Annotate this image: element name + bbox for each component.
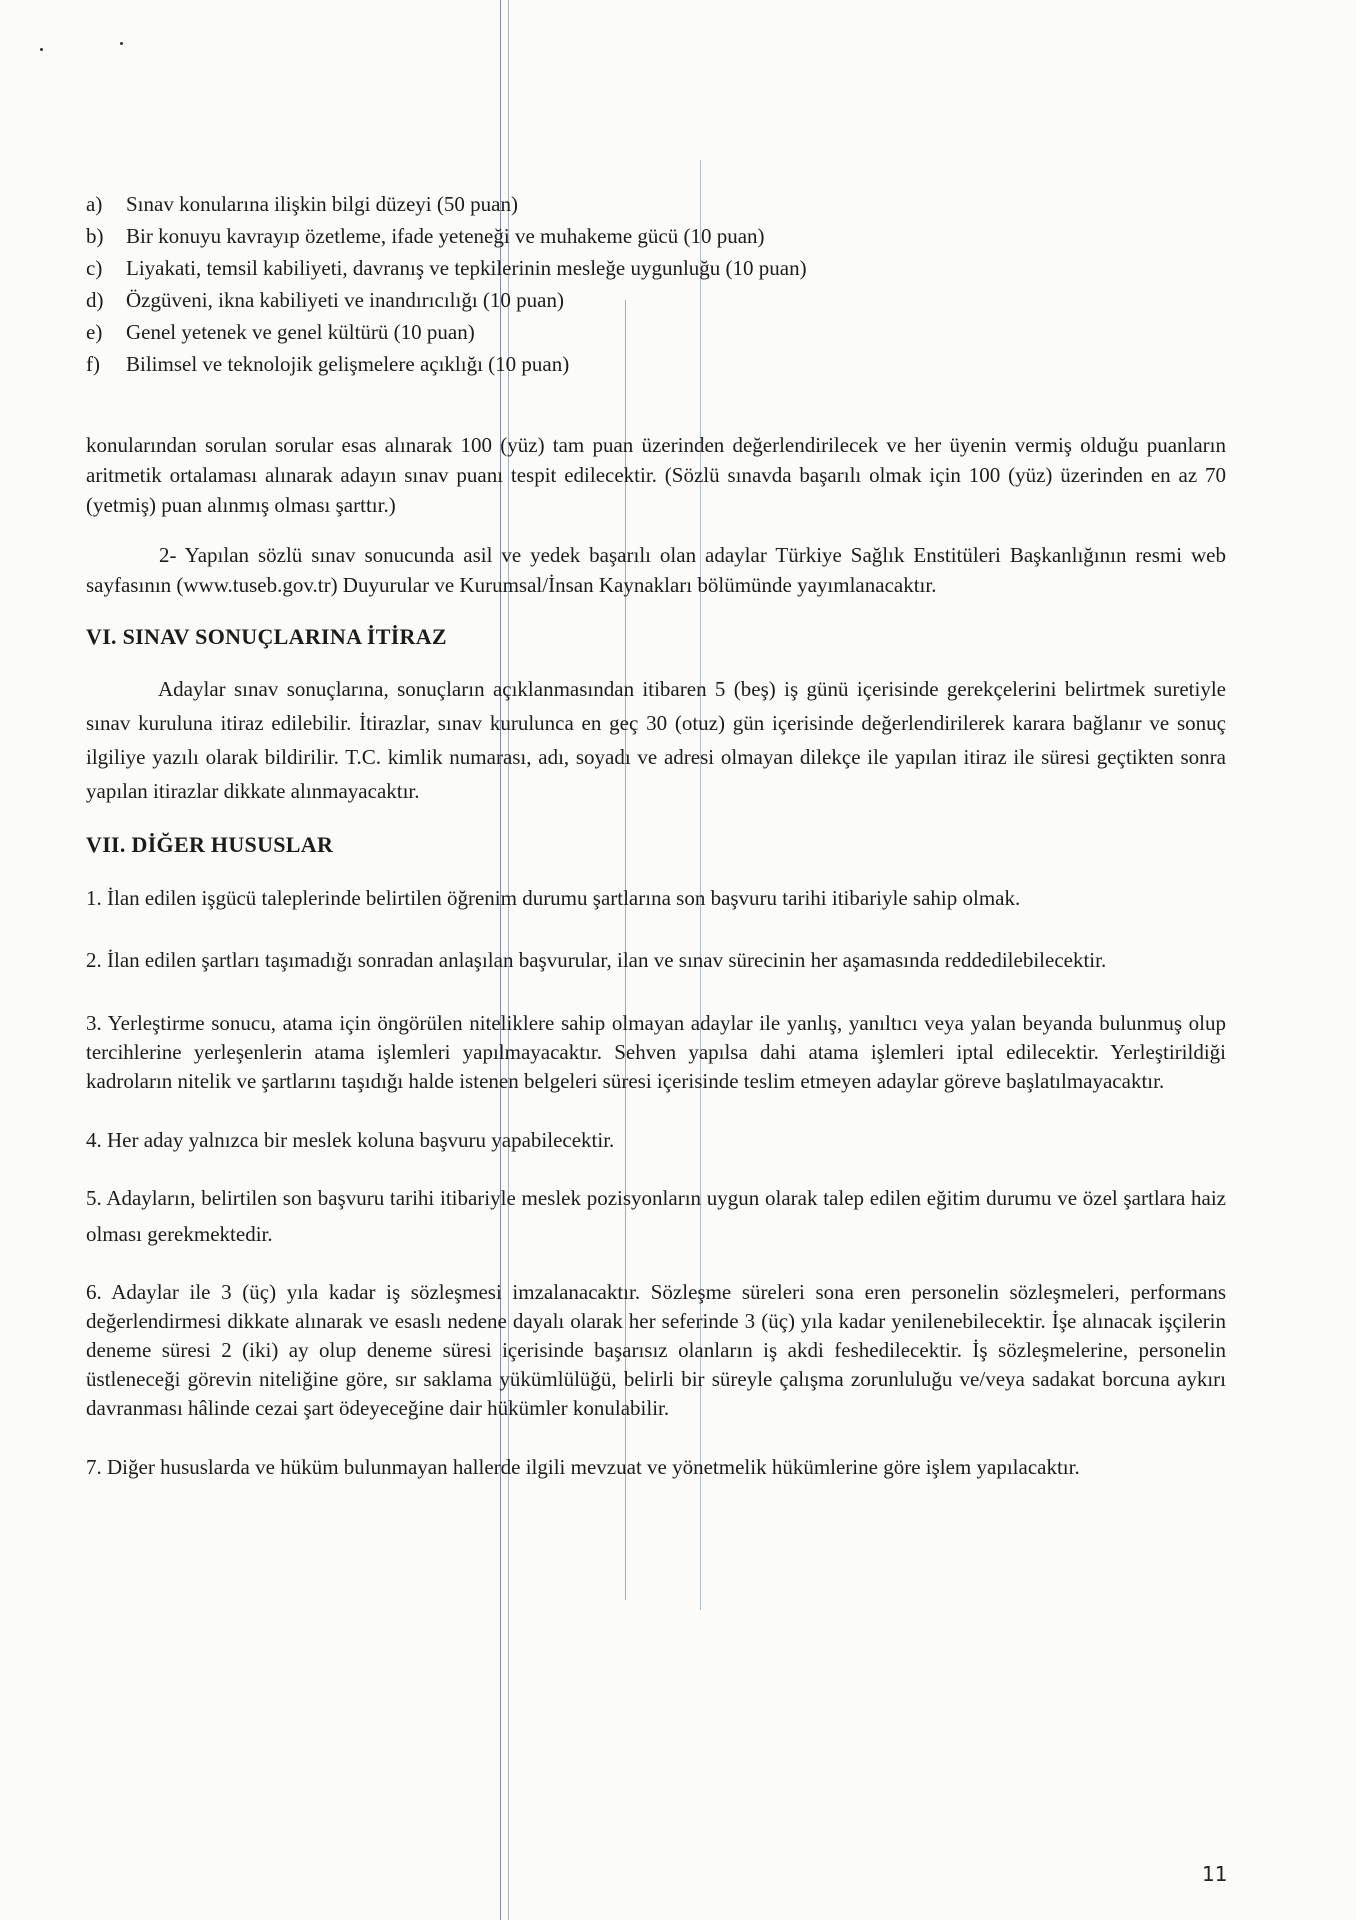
list-marker: a): [86, 192, 103, 216]
list-item: [86, 284, 1226, 316]
numbered-item: 6. Adaylar ile 3 (üç) yıla kadar iş sözleşmesi imzalanacaktır. Sözleşme süreleri sona eren personelin sözleşmeleri, performans değerlendirmesi dikkate alınarak ve esaslı nedene dayalı olarak her seferinde 3 (üç) yıla kadar yenilenebilecektir. İşe alınacak işçilerin deneme süresi 2 (iki) ay olup deneme süresi içerisinde başarısız olanların iş akdi feshedilecektir. İş sözleşmelerine, personelin üstleneceği görevin niteliğine göre, sır saklama yükümlülüğü, belirli bir süreyle çalışma zorunluluğu ve/veya sadakat borcuna aykırı davranması hâlinde cezai şart ödeyeceğine dair hükümler konulabilir.: [86, 1280, 1226, 1420]
list-item: [86, 252, 1226, 284]
numbered-item: 7. Diğer hususlarda ve hüküm bulunmayan hallerde ilgili mevzuat ve yönetmelik hükümlerine göre işlem yapılacaktır.: [86, 1455, 1080, 1479]
page-number: 11: [1202, 1862, 1228, 1886]
numbered-item: 2. İlan edilen şartları taşımadığı sonradan anlaşılan başvurular, ilan ve sınav sürecinin her aşamasında reddedilebilecektir.: [86, 948, 1107, 972]
results-paragraph: 2- Yapılan sözlü sınav sonucunda asil ve yedek başarılı olan adaylar Türkiye Sağlık Enstitüleri Başkanlığının resmi web sayfasının (www.tuseb.gov.tr) Duyurular ve Kurumsal/İnsan Kaynakları bölümünde yayımlanacaktır.: [86, 543, 1226, 597]
list-marker: c): [86, 256, 103, 280]
section-heading-other: VII. DİĞER HUSUSLAR: [86, 832, 334, 857]
numbered-item: 3. Yerleştirme sonucu, atama için öngörülen niteliklere sahip olmayan adaylar ile yanlış, yanıltıcı veya yalan beyanda bulunmuş olup tercihlerine yerleşenlerin atama işlemleri yapılmayacaktır. Sehven yapılsa dahi atama işlemleri iptal edilecektir. Yerleştirildiği kadroların nitelik ve şartlarını taşıdığı halde istenen belgeleri süresi içerisinde teslim etmeyen adaylar göreve başlatılmayacaktır.: [86, 1011, 1226, 1093]
list-marker: e): [86, 320, 103, 344]
scan-speck: [40, 48, 43, 51]
scoring-paragraph: konularından sorulan sorular esas alınarak 100 (yüz) tam puan üzerinden değerlendirilecek ve her üyenin vermiş olduğu puanların aritmetik ortalaması alınarak adayın sınav puanı tespit edilecektir. (Sözlü sınavda başarılı olmak için 100 (yüz) üzerinden en az 70 (yetmiş) puan alınmış olması şarttır.): [86, 433, 1226, 517]
list-marker: f): [86, 352, 100, 376]
section-heading-objection: VI. SINAV SONUÇLARINA İTİRAZ: [86, 624, 447, 649]
list-item: [86, 316, 1226, 348]
document-body: [86, 188, 1226, 1485]
numbered-item: 5. Adayların, belirtilen son başvuru tarihi itibariyle meslek pozisyonların uygun olarak talep edilen eğitim durumu ve özel şartlara haiz olması gerekmektedir.: [86, 1186, 1226, 1246]
list-text: Sınav konularına ilişkin bilgi düzeyi (50 puan): [126, 192, 518, 216]
numbered-item: 1. İlan edilen işgücü taleplerinde belirtilen öğrenim durumu şartlarına son başvuru tarihi itibariyle sahip olmak.: [86, 886, 1021, 910]
list-item: [86, 348, 1226, 380]
list-marker: b): [86, 224, 104, 248]
list-text: Bir konuyu kavrayıp özetleme, ifade yeteneği ve muhakeme gücü (10 puan): [126, 224, 765, 248]
list-text: Liyakati, temsil kabiliyeti, davranış ve tepkilerinin mesleğe uygunluğu (10 puan): [126, 256, 807, 280]
scan-speck: [120, 42, 123, 45]
criteria-list: [86, 188, 1226, 380]
list-item: [86, 188, 1226, 220]
objection-paragraph: Adaylar sınav sonuçlarına, sonuçların açıklanmasından itibaren 5 (beş) iş günü içerisinde gerekçelerini belirtmek suretiyle sınav kuruluna itiraz edilebilir. İtirazlar, sınav kurulunca en geç 30 (otuz) gün içerisinde değerlendirilerek karara bağlanır ve sonuç ilgiliye yazılı olarak bildirilir. T.C. kimlik numarası, adı, soyadı ve adresi olmayan dilekçe ile yapılan itiraz ile süresi geçtikten sonra yapılan itirazlar dikkate alınmayacaktır.: [86, 677, 1226, 803]
list-text: Özgüveni, ikna kabiliyeti ve inandırıcılığı (10 puan): [126, 288, 564, 312]
list-text: Genel yetenek ve genel kültürü (10 puan): [126, 320, 475, 344]
list-marker: d): [86, 288, 104, 312]
list-text: Bilimsel ve teknolojik gelişmelere açıklığı (10 puan): [126, 352, 570, 376]
numbered-item: 4. Her aday yalnızca bir meslek koluna başvuru yapabilecektir.: [86, 1128, 615, 1152]
list-item: [86, 220, 1226, 252]
